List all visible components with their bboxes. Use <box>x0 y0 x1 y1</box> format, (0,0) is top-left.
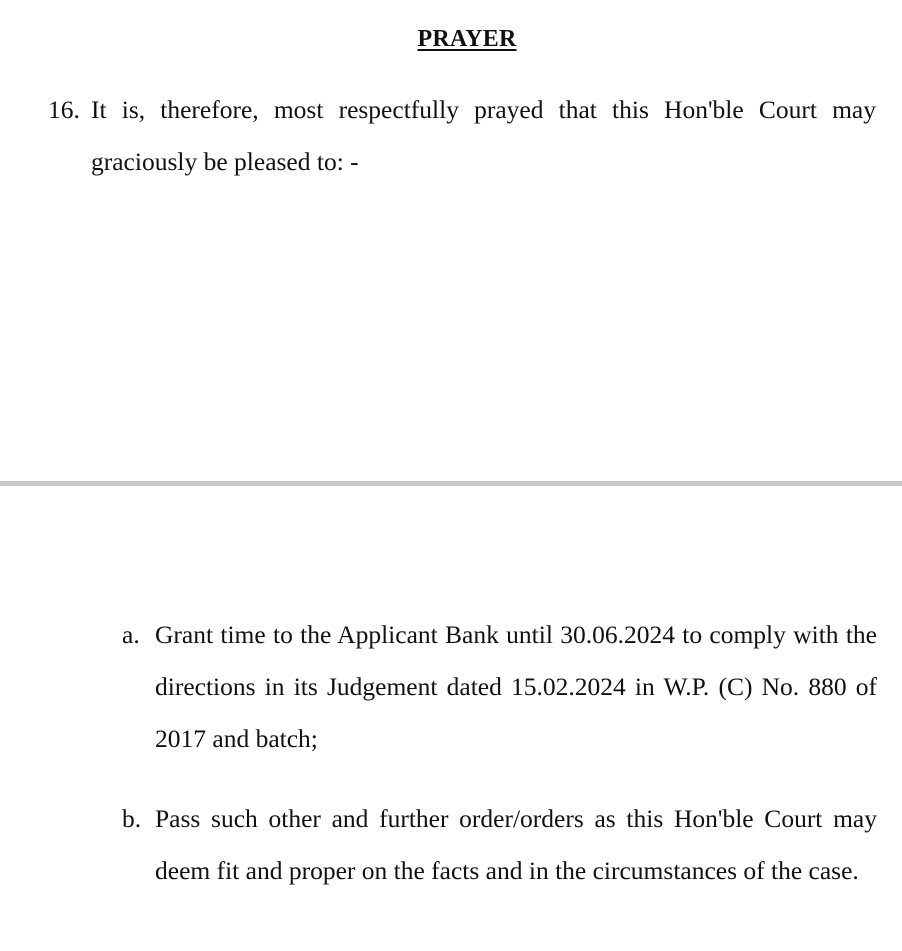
item-marker: a. <box>122 620 140 649</box>
page-bottom <box>0 486 902 951</box>
paragraph-number: 16. <box>48 95 80 124</box>
prayer-heading: PRAYER <box>417 26 517 52</box>
prayer-item-b <box>122 793 877 897</box>
paragraph-16 <box>48 84 876 188</box>
prayer-item-a <box>122 609 877 765</box>
paragraph-text: It is, therefore, most respectfully prayed that this Hon'ble Court may graciously be pleased to: - <box>91 95 876 176</box>
item-marker: b. <box>122 804 142 833</box>
item-text: Pass such other and further order/orders as this Hon'ble Court may deem fit and proper on the facts and in the circumstances of the case. <box>155 804 877 885</box>
item-text: Grant time to the Applicant Bank until 30.06.2024 to comply with the directions in its Judgement dated 15.02.2024 in W.P. (C) No. 880 of 2017 and batch; <box>155 620 877 753</box>
